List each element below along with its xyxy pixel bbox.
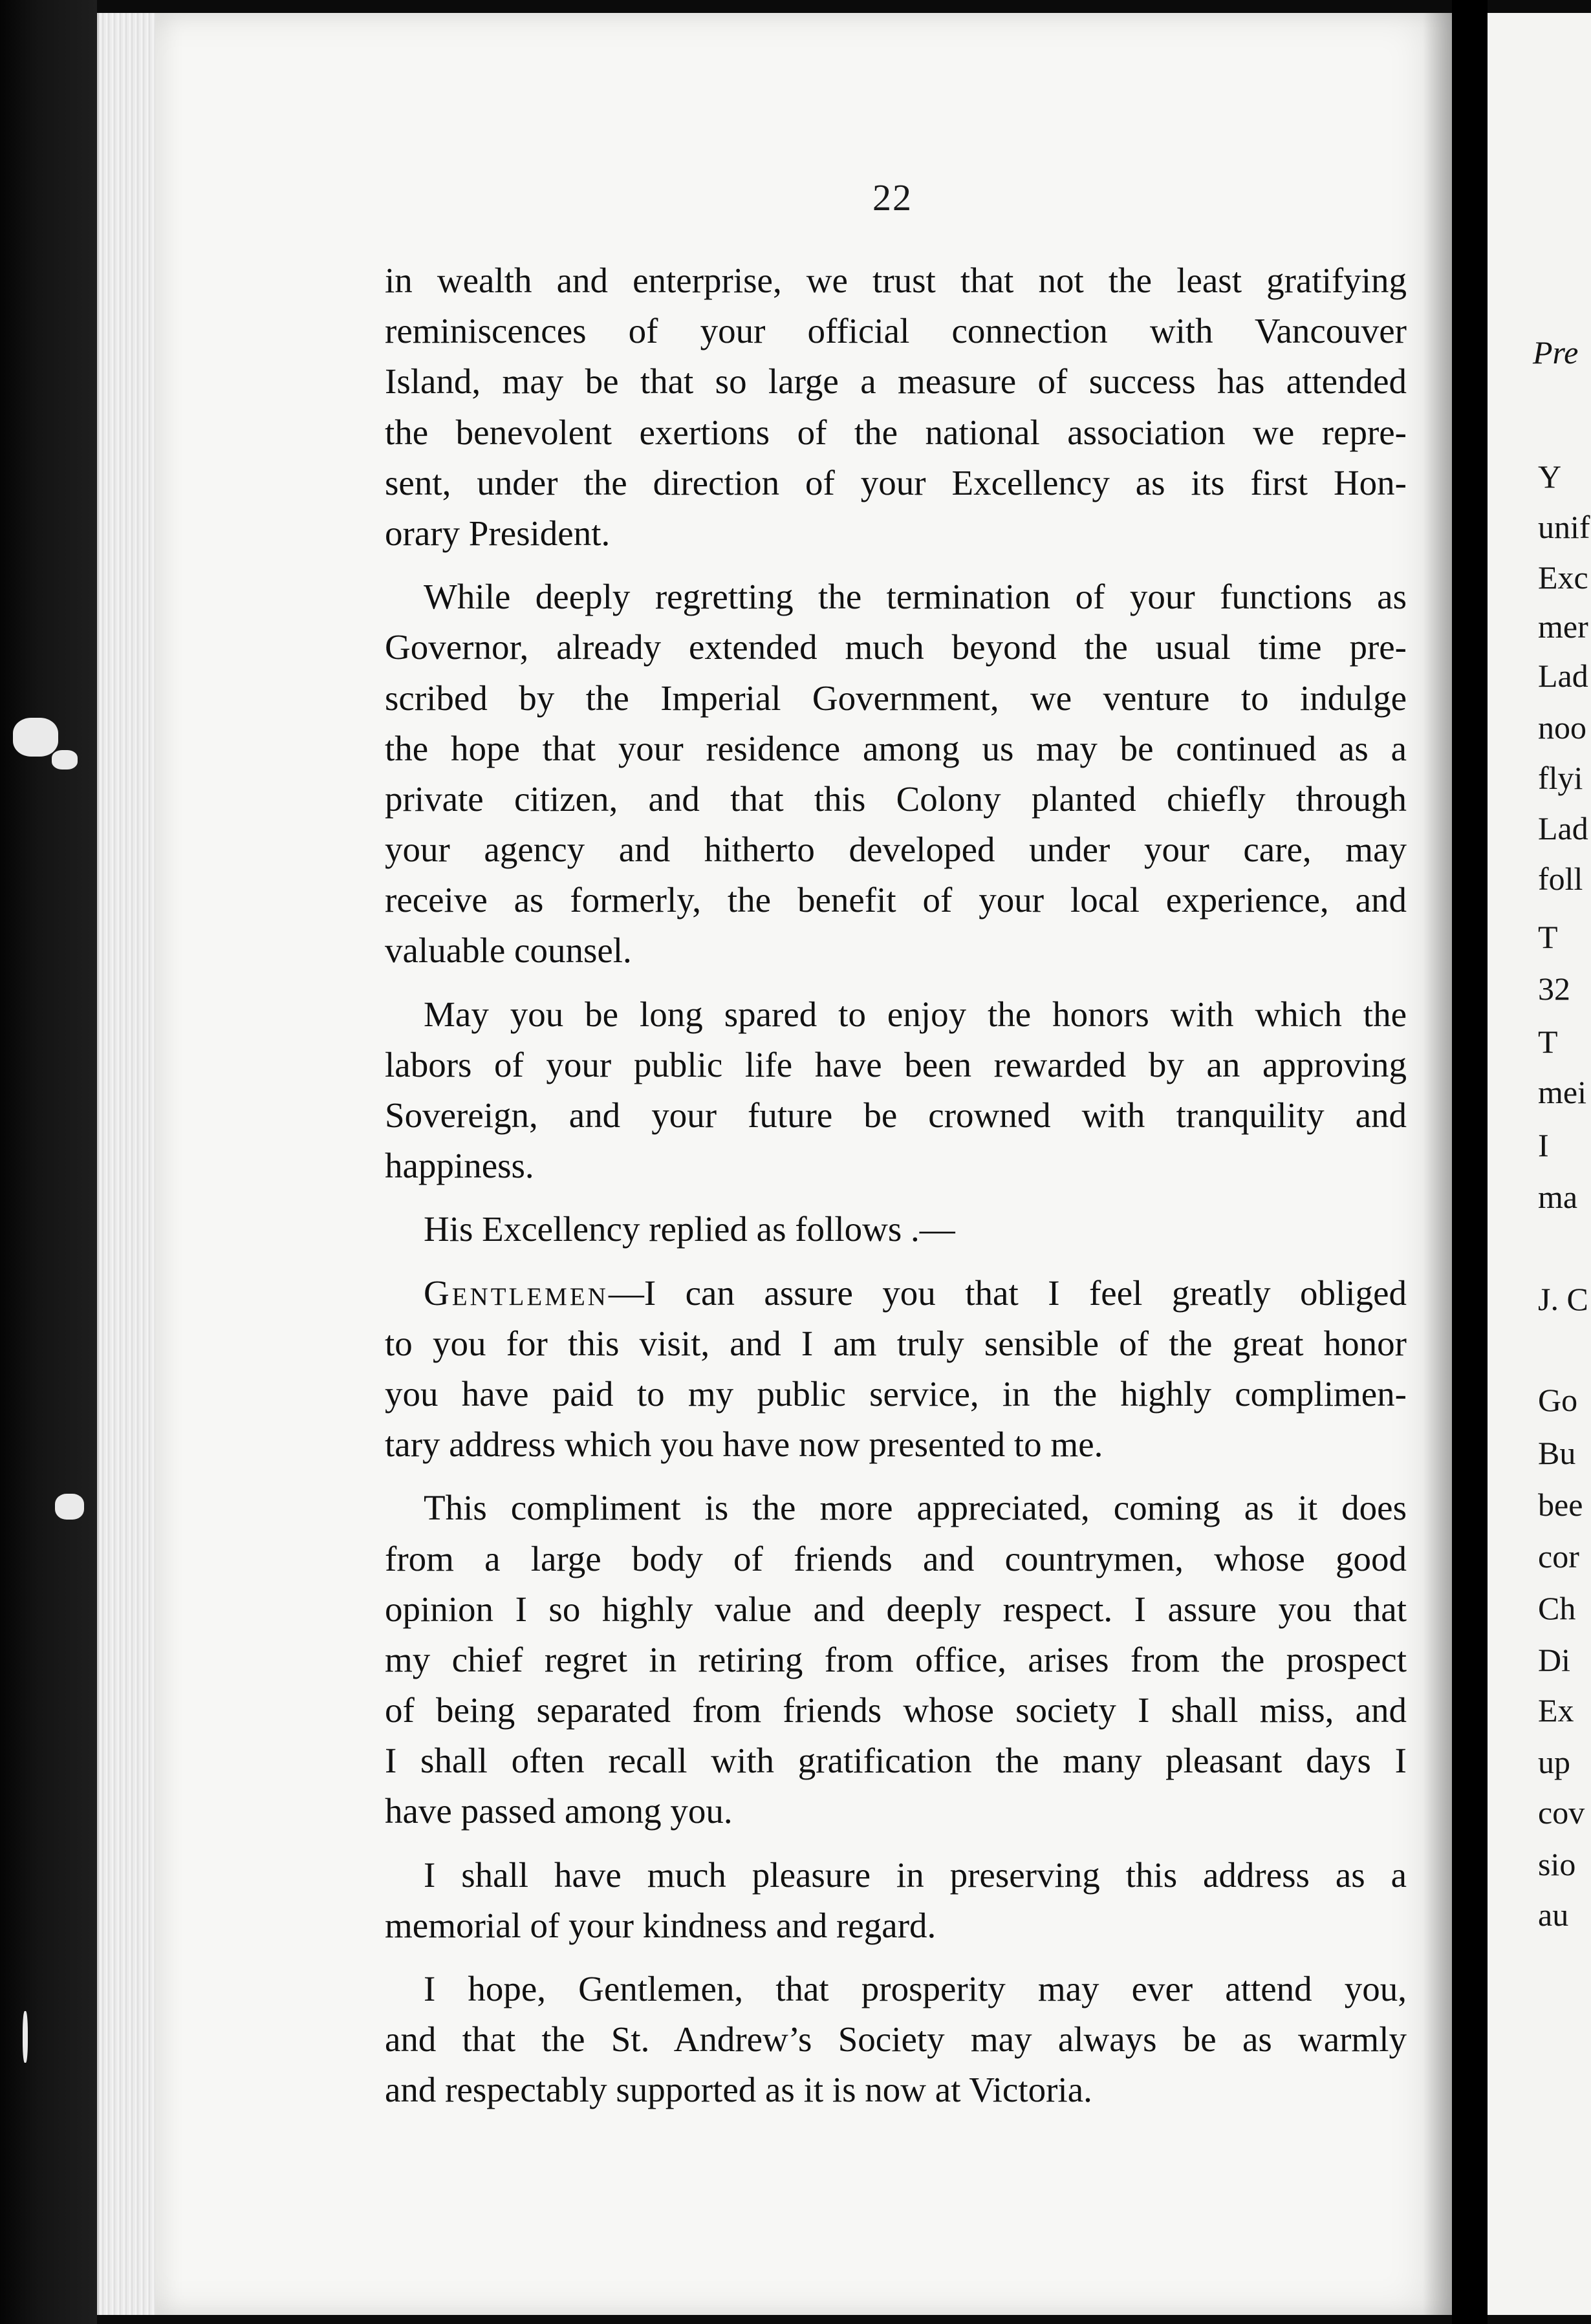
text-line: reminiscences of your official connection with Vancouver xyxy=(385,311,1407,351)
text-line: labors of your public life have been rewarded by an approving xyxy=(385,1044,1407,1084)
text-line: valuable counsel. xyxy=(385,931,632,971)
scan-speck xyxy=(55,1494,84,1520)
paragraph-gap xyxy=(385,1951,1407,1964)
facing-page-text-fragment: Di xyxy=(1538,1642,1570,1678)
text-line: opinion I so highly value and deeply respect. I assure you that xyxy=(385,1589,1407,1629)
text-line: I shall have much pleasure in preserving this address as a xyxy=(424,1855,1407,1895)
facing-page-text-fragment: au xyxy=(1538,1897,1569,1933)
facing-page-text-fragment: 32 xyxy=(1538,971,1570,1007)
facing-page-fragment xyxy=(1488,13,1591,2315)
scan-speck xyxy=(23,2011,28,2063)
text-line: Island, may be that so large a measure of success has attended xyxy=(385,361,1407,402)
facing-page-text-fragment: unif xyxy=(1538,509,1590,545)
text-line: This compliment is the more appreciated, coming as it does xyxy=(424,1488,1407,1528)
text-line: His Excellency replied as follows .— xyxy=(424,1209,955,1249)
text-line: orary President. xyxy=(385,513,611,553)
facing-page-text-fragment: T xyxy=(1538,919,1558,955)
facing-page-text-fragment: foll xyxy=(1538,861,1583,897)
paragraph xyxy=(385,572,1407,976)
facing-page-text-fragment: mer xyxy=(1538,608,1588,645)
facing-page-text-fragment: Y xyxy=(1538,458,1562,495)
paragraph-gap xyxy=(385,559,1407,572)
facing-page-text-fragment: up xyxy=(1538,1744,1570,1780)
facing-page-text-fragment: T xyxy=(1538,1024,1558,1060)
facing-page-text-fragment: Go xyxy=(1538,1382,1578,1418)
text-line: private citizen, and that this Colony planted chiefly through xyxy=(385,779,1407,819)
text-line: sent, under the direction of your Excellency as its first Hon- xyxy=(385,462,1407,502)
facing-page-text-fragment: Ch xyxy=(1538,1590,1576,1626)
facing-page-text-fragment: Bu xyxy=(1538,1435,1576,1471)
paragraph-gap xyxy=(385,1470,1407,1483)
paragraph xyxy=(385,1204,1407,1254)
text-line: my chief regret in retiring from office, arises from the prospect xyxy=(385,1639,1407,1679)
text-line: scribed by the Imperial Government, we venture to indulge xyxy=(385,678,1407,718)
scan-left-margin xyxy=(0,0,97,2324)
text-line: I shall often recall with gratification the many pleasant days I xyxy=(385,1741,1407,1781)
facing-page-text-fragment: Ex xyxy=(1538,1692,1574,1728)
text-line: in wealth and enterprise, we trust that not the least gratifying xyxy=(385,261,1407,300)
paragraph-gap xyxy=(385,1191,1407,1204)
text-line: receive as formerly, the benefit of your local experience, and xyxy=(385,880,1407,920)
facing-page-text-fragment: Lad xyxy=(1538,658,1588,694)
facing-page-text-fragment: Lad xyxy=(1538,810,1588,846)
text-line: the hope that your residence among us may be continued as a xyxy=(385,728,1407,768)
paragraph xyxy=(385,1483,1407,1836)
text-line: your agency and hitherto developed under your care, may xyxy=(385,830,1407,870)
text-line: from a large body of friends and countrymen, whose good xyxy=(385,1538,1407,1578)
facing-page-text-fragment: cor xyxy=(1538,1538,1579,1575)
text-line: the benevolent exertions of the national association we repre- xyxy=(385,412,1407,452)
text-line: and that the St. Andrew’s Society may always be as warmly xyxy=(385,2019,1407,2060)
page-stack-edge xyxy=(97,13,157,2315)
paragraph xyxy=(385,1850,1407,1951)
text-line: Governor, already extended much beyond the usual time pre- xyxy=(385,627,1407,667)
facing-page-text-fragment: cov xyxy=(1538,1794,1585,1831)
paragraph-gap xyxy=(385,1255,1407,1268)
facing-page-text-fragment: I xyxy=(1538,1127,1549,1163)
facing-page-text-fragment: ma xyxy=(1538,1179,1578,1215)
scan-speck xyxy=(52,750,78,769)
text-line: and respectably supported as it is now at Victoria. xyxy=(385,2070,1092,2110)
text-line: have passed among you. xyxy=(385,1791,733,1831)
facing-page-text-fragment: noo xyxy=(1538,709,1586,746)
facing-page-text-fragment: Exc xyxy=(1538,559,1588,596)
facing-page-text-fragment: mei xyxy=(1538,1074,1586,1110)
text-line: Sovereign, and your future be crowned with tranquility and xyxy=(385,1095,1407,1135)
salutation: Gentlemen xyxy=(424,1273,609,1313)
text-line: While deeply regretting the termination of your functions as xyxy=(424,577,1407,617)
paragraph xyxy=(385,255,1407,559)
paragraph-gap xyxy=(385,1837,1407,1850)
facing-page-text-fragment: sio xyxy=(1538,1846,1576,1882)
paragraph xyxy=(385,1964,1407,2116)
paragraph xyxy=(385,1268,1407,1470)
page-number: 22 xyxy=(872,177,913,219)
facing-page-text-fragment: J. C xyxy=(1538,1281,1588,1317)
page-fold-shadow xyxy=(1423,13,1452,2315)
page-body-text xyxy=(385,255,1407,2116)
text-line: of being separated from friends whose society I shall miss, and xyxy=(385,1690,1407,1730)
text-line: memorial of your kindness and regard. xyxy=(385,1905,936,1945)
facing-page-text-fragment: flyi xyxy=(1538,760,1583,796)
text-line: tary address which you have now presented to me. xyxy=(385,1425,1103,1465)
text-line: happiness. xyxy=(385,1146,534,1186)
text-line: May you be long spared to enjoy the honors with which the xyxy=(424,994,1407,1034)
scan-speck xyxy=(13,718,58,757)
text-line-content: —I can assure you that I feel greatly obliged xyxy=(608,1273,1407,1313)
facing-page-text-fragment: bee xyxy=(1538,1487,1583,1523)
book-gutter xyxy=(1452,0,1488,2324)
paragraph-gap xyxy=(385,976,1407,989)
text-line: to you for this visit, and I am truly sensible of the great honor xyxy=(385,1323,1407,1363)
paragraph xyxy=(385,989,1407,1192)
facing-page-text-fragment: Pre xyxy=(1533,334,1579,371)
text-line: I hope, Gentlemen, that prosperity may ever attend you, xyxy=(424,1969,1407,2008)
text-line xyxy=(385,1268,1407,1318)
text-line: you have paid to my public service, in the highly complimen- xyxy=(385,1373,1407,1414)
